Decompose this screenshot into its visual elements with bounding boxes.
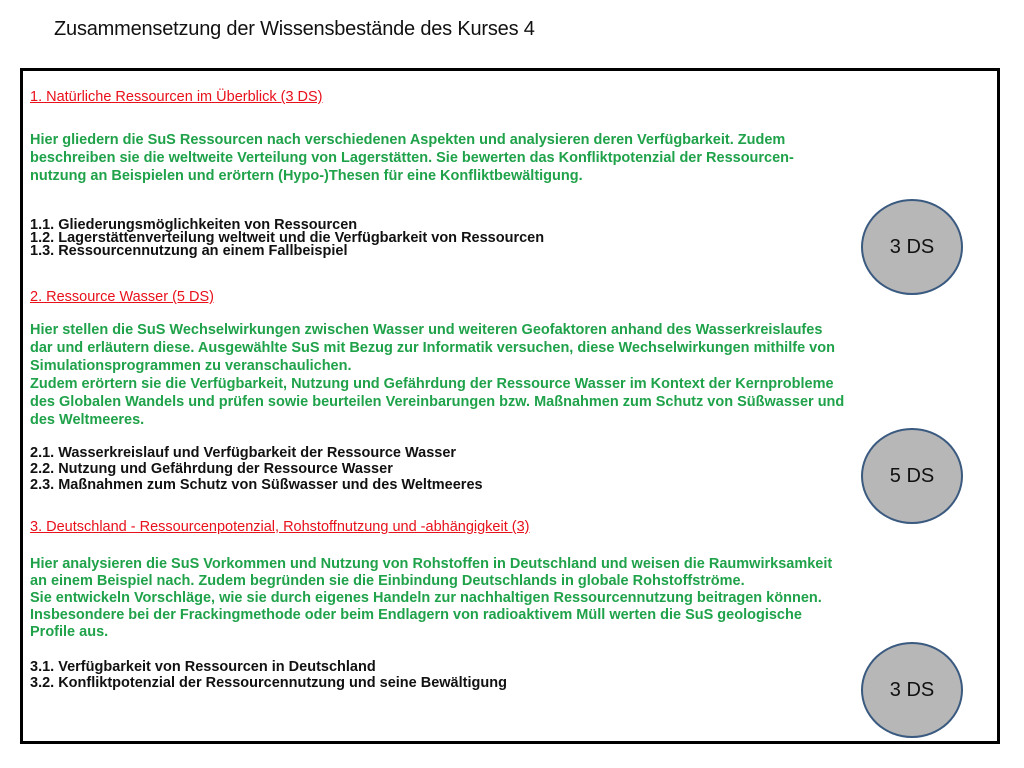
section-3-description-line: Hier analysieren die SuS Vorkommen und Nutzung von Rohstoffen in Deutschland und weisen die Raumwirksamkeit xyxy=(30,556,833,572)
section-3-heading: 3. Deutschland - Ressourcenpotenzial, Rohstoffnutzung und -abhängigkeit (3) xyxy=(30,519,530,535)
section-1-description-line: nutzung an Beispielen und erörtern (Hypo-)Thesen für eine Konfliktbewältigung. xyxy=(30,168,583,184)
section-3-description xyxy=(30,556,832,641)
section-2-description-line: des Weltmeeres. xyxy=(30,412,145,428)
section-3-description-line: an einem Beispiel nach. Zudem begründen sie die Einbindung Deutschlands in globale Rohstoffströme. xyxy=(30,573,745,589)
list-item: 1.1. Gliederungsmöglichkeiten von Ressourcen xyxy=(30,217,358,233)
list-item: 2.1. Wasserkreislauf und Verfügbarkeit der Ressource Wasser xyxy=(30,445,457,461)
section-3-description-line: Sie entwickeln Vorschläge, wie sie durch eigenes Handeln zur nachhaltigen Ressourcennutzung beitragen können. xyxy=(30,590,822,606)
section-3-items xyxy=(30,659,507,691)
duration-badge: 3 DS xyxy=(861,199,963,295)
section-1-items xyxy=(30,219,544,258)
list-item: 3.2. Konfliktpotenzial der Ressourcennutzung und seine Bewältigung xyxy=(30,675,507,691)
section-2-description xyxy=(30,321,844,429)
list-item: 2.3. Maßnahmen zum Schutz von Süßwasser und des Weltmeeres xyxy=(30,477,483,493)
section-1-heading: 1. Natürliche Ressourcen im Überblick (3 DS) xyxy=(30,89,323,105)
section-2-heading: 2. Ressource Wasser (5 DS) xyxy=(30,289,214,305)
page-title: Zusammensetzung der Wissensbestände des Kurses 4 xyxy=(54,18,535,40)
section-2-items xyxy=(30,445,483,493)
section-1-description xyxy=(30,131,794,185)
section-1-description-line: beschreiben sie die weltweite Verteilung von Lagerstätten. Sie bewerten das Konfliktpotenzial der Ressourcen- xyxy=(30,150,794,166)
list-item: 3.1. Verfügbarkeit von Ressourcen in Deutschland xyxy=(30,659,376,675)
duration-badge: 3 DS xyxy=(861,642,963,738)
list-item: 1.3. Ressourcennutzung an einem Fallbeispiel xyxy=(30,243,348,259)
duration-badge: 5 DS xyxy=(861,428,963,524)
section-2-description-line: dar und erläutern diese. Ausgewählte SuS mit Bezug zur Informatik versuchen, diese Wechselwirkungen mithilfe von xyxy=(30,340,835,356)
section-2-description-line: Simulationsprogrammen zu veranschaulichen. xyxy=(30,358,352,374)
section-3-description-line: Insbesondere bei der Frackingmethode oder beim Endlagern von radioaktivem Müll werten die SuS geologische xyxy=(30,607,802,623)
section-2-description-line: Zudem erörtern sie die Verfügbarkeit, Nutzung und Gefährdung der Ressource Wasser im Kontext der Kernprobleme xyxy=(30,376,834,392)
section-2-description-line: Hier stellen die SuS Wechselwirkungen zwischen Wasser und weiteren Geofaktoren anhand des Wasserkreislaufes xyxy=(30,322,823,338)
section-3-description-line: Profile aus. xyxy=(30,624,109,640)
list-item: 2.2. Nutzung und Gefährdung der Ressource Wasser xyxy=(30,461,393,477)
section-2-description-line: des Globalen Wandels und prüfen sowie beurteilen Vereinbarungen bzw. Maßnahmen zum Schutz von Süßwasser und xyxy=(30,394,845,410)
section-1-description-line: Hier gliedern die SuS Ressourcen nach verschiedenen Aspekten und analysieren deren Verfügbarkeit. Zudem xyxy=(30,132,786,148)
list-item: 1.2. Lagerstättenverteilung weltweit und die Verfügbarkeit von Ressourcen xyxy=(30,230,545,246)
